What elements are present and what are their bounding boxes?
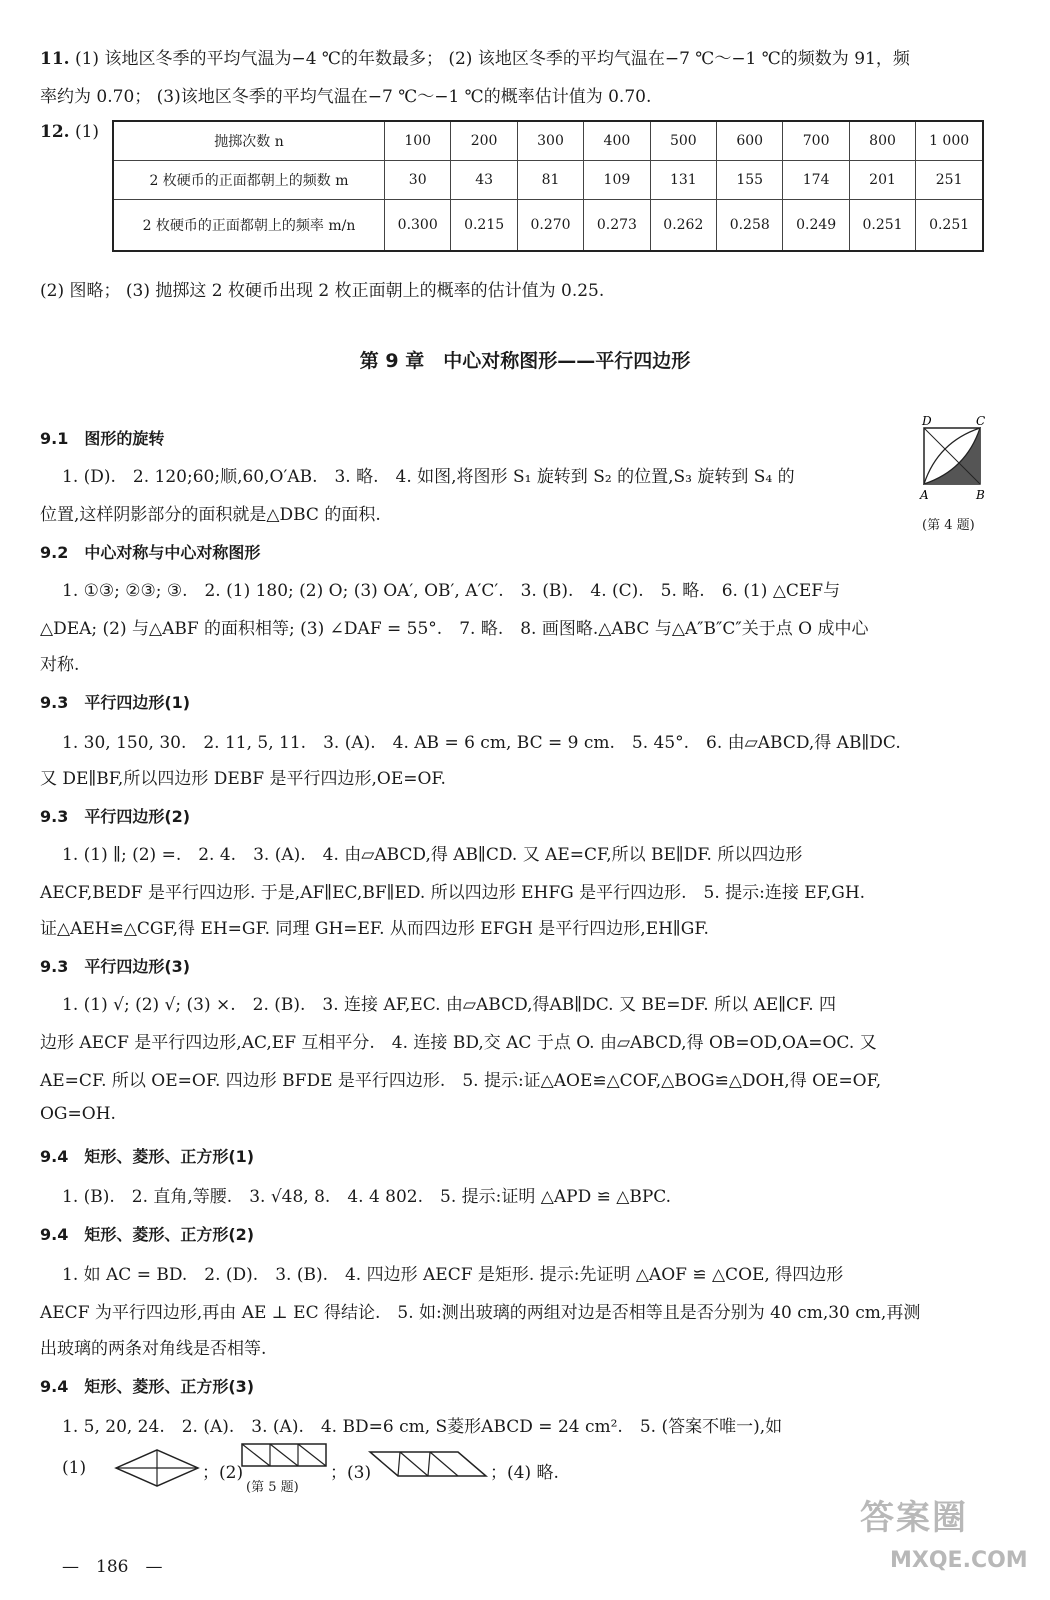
q11-line-1 — [40, 44, 910, 69]
cell-freq: 0.270 — [517, 199, 583, 251]
cell-count: 155 — [717, 160, 783, 199]
fig5-part-1-label: (1) — [62, 1458, 87, 1478]
s94b-line-1: 1. 如 AC = BD. 2. (D). 3. (B). 4. 四边形 AECF 是矩形. 提示:先证明 △AOF ≌ △COE, 得四边形 — [62, 1265, 844, 1285]
s94c-line-1: 1. 5, 20, 24. 2. (A). 3. (A). 4. BD=6 cm, S菱形ABCD = 24 cm². 5. (答案不唯一),如 — [62, 1417, 783, 1437]
cell-count: 174 — [783, 160, 849, 199]
cell-count: 81 — [517, 160, 583, 199]
s93a-line-1: 1. 30, 150, 30. 2. 11, 5, 11. 3. (A). 4. AB = 6 cm, BC = 9 cm. 5. 45°. 6. 由▱ABCD,得 AB∥DC. — [62, 733, 901, 753]
s93c-line-1: 1. (1) √; (2) √; (3) ×. 2. (B). 3. 连接 AF,EC. 由▱ABCD,得AB∥DC. 又 BE=DF. 所以 AE∥CF. 四 — [62, 995, 837, 1015]
cell-toss: 200 — [451, 121, 517, 160]
cell-freq: 0.273 — [584, 199, 650, 251]
s94b-line-2: AECF 为平行四边形,再由 AE ⊥ EC 得结论. 5. 如:测出玻璃的两组对边是否相等且是否分别为 40 cm,30 cm,再测 — [40, 1303, 921, 1323]
cell-count: 30 — [385, 160, 451, 199]
q11-text-1: (1) 该地区冬季的平均气温为−4 ℃的年数最多； (2) 该地区冬季的平均气温在−7 ℃～−1 ℃的频数为 91，频 — [74, 49, 910, 69]
q12-after: (2) 图略； (3) 抛掷这 2 枚硬币出现 2 枚正面朝上的概率的估计值为 0.25. — [40, 281, 605, 301]
cell-freq: 0.262 — [650, 199, 716, 251]
s92-line-2: △DEA; (2) 与△ABF 的面积相等; (3) ∠DAF = 55°. 7. 略. 8. 画图略.△ABC 与△A″B″C″关于点 O 成中心 — [40, 619, 869, 639]
rectangle-figure — [238, 1440, 330, 1470]
cell-count: 109 — [584, 160, 650, 199]
cell-toss: 700 — [783, 121, 849, 160]
s93b-line-3: 证△AEH≌△CGF,得 EH=GF. 同理 GH=EF. 从而四边形 EFGH 是平行四边形,EH∥GF. — [40, 919, 709, 939]
cell-count: 201 — [849, 160, 915, 199]
cell-toss: 800 — [849, 121, 915, 160]
s93c-line-4: OG=OH. — [40, 1104, 116, 1124]
fig-label-b: B — [976, 488, 985, 502]
cell-toss: 400 — [584, 121, 650, 160]
section-title-9-3-2: 9.3 平行四边形(2) — [40, 807, 191, 826]
s94a-line-1: 1. (B). 2. 直角,等腰. 3. √48, 8. 4. 4 802. 5. 提示:证明 △APD ≌ △BPC. — [62, 1187, 672, 1207]
cell-toss: 100 — [385, 121, 451, 160]
q12-part-1: (1) — [74, 122, 100, 142]
fig5-part-2-label: ；(2) — [202, 1463, 244, 1483]
section-title-9-3-3: 9.3 平行四边形(3) — [40, 957, 191, 976]
cell-freq: 0.300 — [385, 199, 451, 251]
fig-5-caption: (第 5 题) — [246, 1480, 299, 1495]
cell-freq: 0.249 — [783, 199, 849, 251]
q12-number: 12. — [40, 122, 70, 142]
chapter-title: 第 9 章 中心对称图形——平行四边形 — [359, 350, 691, 372]
s93b-line-2: AECF,BEDF 是平行四边形. 于是,AF∥EC,BF∥ED. 所以四边形 EHFG 是平行四边形. 5. 提示:连接 EF,GH. — [40, 883, 866, 903]
s93c-line-3: AE=CF. 所以 OE=OF. 四边形 BFDE 是平行四边形. 5. 提示:证△AOE≌△COF,△BOG≌△DOH,得 OE=OF, — [40, 1071, 882, 1091]
fig-4-caption: (第 4 题) — [922, 518, 975, 533]
cell-freq: 0.251 — [916, 199, 983, 251]
cell-count: 131 — [650, 160, 716, 199]
s93c-line-2: 边形 AECF 是平行四边形,AC,EF 互相平分. 4. 连接 BD,交 AC 于点 O. 由▱ABCD,得 OB=OD,OA=OC. 又 — [40, 1033, 877, 1053]
cell-freq: 0.215 — [451, 199, 517, 251]
row-label-tosses: 抛掷次数 n — [113, 121, 385, 160]
cell-toss: 500 — [650, 121, 716, 160]
cell-toss: 1 000 — [916, 121, 983, 160]
frequency-table — [112, 120, 984, 252]
s93a-line-2: 又 DE∥BF,所以四边形 DEBF 是平行四边形,OE=OF. — [40, 769, 446, 789]
section-title-9-4-3: 9.4 矩形、菱形、正方形(3) — [40, 1377, 255, 1396]
cell-freq: 0.251 — [849, 199, 915, 251]
fig5-part-3-label: ；(3) — [330, 1463, 372, 1483]
row-label-freqs: 2 枚硬币的正面都朝上的频率 m/n — [113, 199, 385, 251]
section-title-9-4-1: 9.4 矩形、菱形、正方形(1) — [40, 1147, 255, 1166]
section-title-9-4-2: 9.4 矩形、菱形、正方形(2) — [40, 1225, 255, 1244]
rotation-figure — [916, 414, 990, 506]
fig5-part-4-label: ；(4) 略. — [490, 1463, 559, 1483]
fig-label-a: A — [920, 488, 929, 502]
table-row-freqs — [113, 199, 983, 251]
s91-line-2: 位置,这样阴影部分的面积就是△DBC 的面积. — [40, 505, 381, 525]
row-label-counts: 2 枚硬币的正面都朝上的频数 m — [113, 160, 385, 199]
fig-label-c: C — [976, 414, 986, 428]
cell-freq: 0.258 — [717, 199, 783, 251]
s91-line-1: 1. (D). 2. 120;60;顺,60,O′AB. 3. 略. 4. 如图,将图形 S₁ 旋转到 S₂ 的位置,S₃ 旋转到 S₄ 的 — [62, 467, 795, 487]
q12-label — [40, 122, 99, 142]
parallelogram-figure — [366, 1448, 490, 1480]
q11-number: 11. — [40, 49, 70, 69]
s92-line-3: 对称. — [40, 655, 80, 675]
page-number: — 186 — — [62, 1557, 163, 1577]
cell-toss: 600 — [717, 121, 783, 160]
watermark-logo: 答案圈 — [860, 1498, 968, 1538]
rhombus-figure — [112, 1446, 202, 1490]
section-title-9-1: 9.1 图形的旋转 — [40, 429, 165, 448]
cell-toss: 300 — [517, 121, 583, 160]
s93b-line-1: 1. (1) ∥; (2) =. 2. 4. 3. (A). 4. 由▱ABCD,得 AB∥CD. 又 AE=CF,所以 BE∥DF. 所以四边形 — [62, 845, 803, 865]
s92-line-1: 1. ①③; ②③; ③. 2. (1) 180; (2) O; (3) OA′, OB′, A′C′. 3. (B). 4. (C). 5. 略. 6. (1) △CEF与 — [62, 581, 841, 601]
table-row-counts — [113, 160, 983, 199]
table-row-tosses — [113, 121, 983, 160]
section-title-9-3-1: 9.3 平行四边形(1) — [40, 693, 191, 712]
watermark-url: MXQE.COM — [890, 1548, 1028, 1573]
cell-count: 43 — [451, 160, 517, 199]
fig-label-d: D — [922, 414, 932, 428]
cell-count: 251 — [916, 160, 983, 199]
s94b-line-3: 出玻璃的两条对角线是否相等. — [40, 1339, 267, 1359]
q11-line-2: 率约为 0.70； (3)该地区冬季的平均气温在−7 ℃～−1 ℃的概率估计值为 0.70. — [40, 87, 652, 107]
section-title-9-2: 9.2 中心对称与中心对称图形 — [40, 543, 261, 562]
